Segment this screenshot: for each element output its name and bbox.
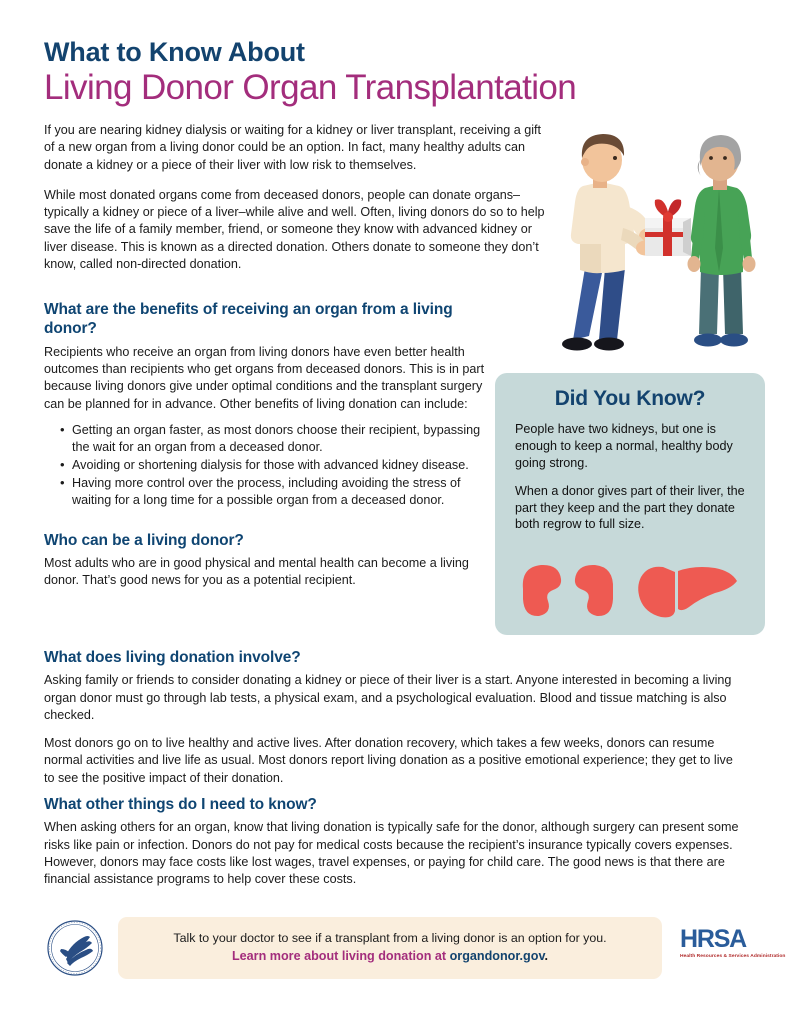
liver-icon	[678, 567, 737, 610]
did-you-know-title: Did You Know?	[554, 387, 706, 410]
spacer	[44, 510, 496, 531]
donor-and-recipient-illustration	[533, 118, 771, 366]
what-involves-paragraph-2: Most donors go on to live healthy and active lives. After donation recovery, which takes a few weeks, donors can resume normal activities and live life as usual. Most donors report living donation as a positive emotional experience; they get to live to see the positive impact of their donation.	[44, 736, 733, 785]
footer-cta-banner	[118, 917, 662, 979]
list-item: • Getting an organ faster, as most donors choose their recipient, bypassing the wait for an organ from a deceased donor.	[60, 422, 496, 456]
intro-paragraph-1: If you are nearing kidney dialysis or waiting for a kidney or liver transplant, receiving a gift of a new organ from a living donor could be an option. In fact, many healthy adults can donate a kidney or a piece of their liver with low risk to themselves.	[44, 123, 541, 172]
list-item: • Having more control over the process, including avoiding the stress of waiting for a long time for a possible organ from a deceased donor.	[60, 475, 496, 509]
heading-what-involves: What does living donation involve?	[44, 649, 301, 666]
page-footer	[40, 915, 786, 983]
did-you-know-callout	[495, 373, 765, 635]
heading-other-things: What other things do I need to know?	[44, 796, 317, 813]
benefits-body: Recipients who receive an organ from living donors have even better health outcomes than recipients who get organs from deceased donors. This is in part because living donors give under optimal conditions and the transplant surgery can be planned for in advance. Other benefits of living donation can include:	[44, 344, 485, 411]
footer-cta-text: Learn more about living donation at	[231, 949, 450, 964]
intro-paragraph-2: While most donated organs come from deceased donors, people can donate organs–typically a kidney or piece of a liver–while alive and well. Often, living donors do so to help save the life of a family member, friend, or someone they know with advanced kidney or liver disease. This is known as a directed donation. Others donate to someone they don’t know, called non-directed donation.	[44, 187, 545, 271]
organ-icons-group	[515, 559, 745, 621]
who-can-donate-body: Most adults who are in good physical and mental health can become a living donor. That’s good news for you as a potential recipient.	[44, 556, 469, 588]
heading-who-can-donate: Who can be a living donor?	[44, 531, 244, 549]
did-you-know-paragraph-2: When a donor gives part of their liver, the part they keep and the part they donate both regrow to full size.	[515, 483, 745, 532]
section-other-things	[44, 795, 744, 899]
hhs-seal-logo	[46, 919, 104, 977]
section-what-involves	[44, 648, 744, 798]
page-title: Living Donor Organ Transplantation	[44, 68, 577, 108]
intro-block	[44, 122, 549, 286]
hrsa-subtitle: Health Resources & Services Administration	[680, 954, 786, 959]
what-involves-paragraph-1: Asking family or friends to consider donating a kidney or piece of their liver is a start. Anyone interested in becoming a living organ donor must go through lab tests, a physical exam, and a psychological evaluation. Blood and tissue matching is also checked.	[44, 673, 732, 722]
page-title-eyebrow: What to Know About	[44, 37, 305, 67]
other-things-body: When asking others for an organ, know that living donation is typically safe for the donor, although surgery can present some risks like pain or infection. Donors do not pay for medical costs because the recipient’s insurance typically covers expenses. However, donors may face costs like lost wages, travel expenses, or paying for child care. The good news is that there are financial assistance programs to help cover these costs.	[44, 820, 739, 887]
left-content-column	[44, 300, 496, 590]
hrsa-wordmark: HRSA	[680, 925, 747, 953]
liver-icon	[638, 567, 675, 618]
list-item: • Avoiding or shortening dialysis for those with advanced kidney disease.	[60, 457, 496, 474]
page-header	[44, 38, 744, 108]
hrsa-logo	[680, 927, 788, 959]
footer-cta-period: .	[544, 949, 549, 964]
footer-banner-text: Talk to your doctor to see if a transplant from a living donor is an option for you.	[173, 930, 607, 945]
did-you-know-paragraph-1: People have two kidneys, but one is enough to keep a normal, healthy body going strong.	[515, 422, 733, 470]
illustration-svg	[533, 118, 771, 366]
heading-benefits: What are the benefits of receiving an organ from a living donor?	[44, 301, 453, 338]
footer-cta-line	[232, 947, 548, 966]
organdonor-link[interactable]: organdonor.gov	[449, 949, 545, 964]
hhs-seal-icon	[46, 919, 104, 977]
kidney-icon	[523, 565, 561, 616]
kidney-icon	[575, 565, 613, 616]
organ-icons-svg	[515, 559, 745, 621]
benefits-bullet-list	[44, 422, 496, 509]
